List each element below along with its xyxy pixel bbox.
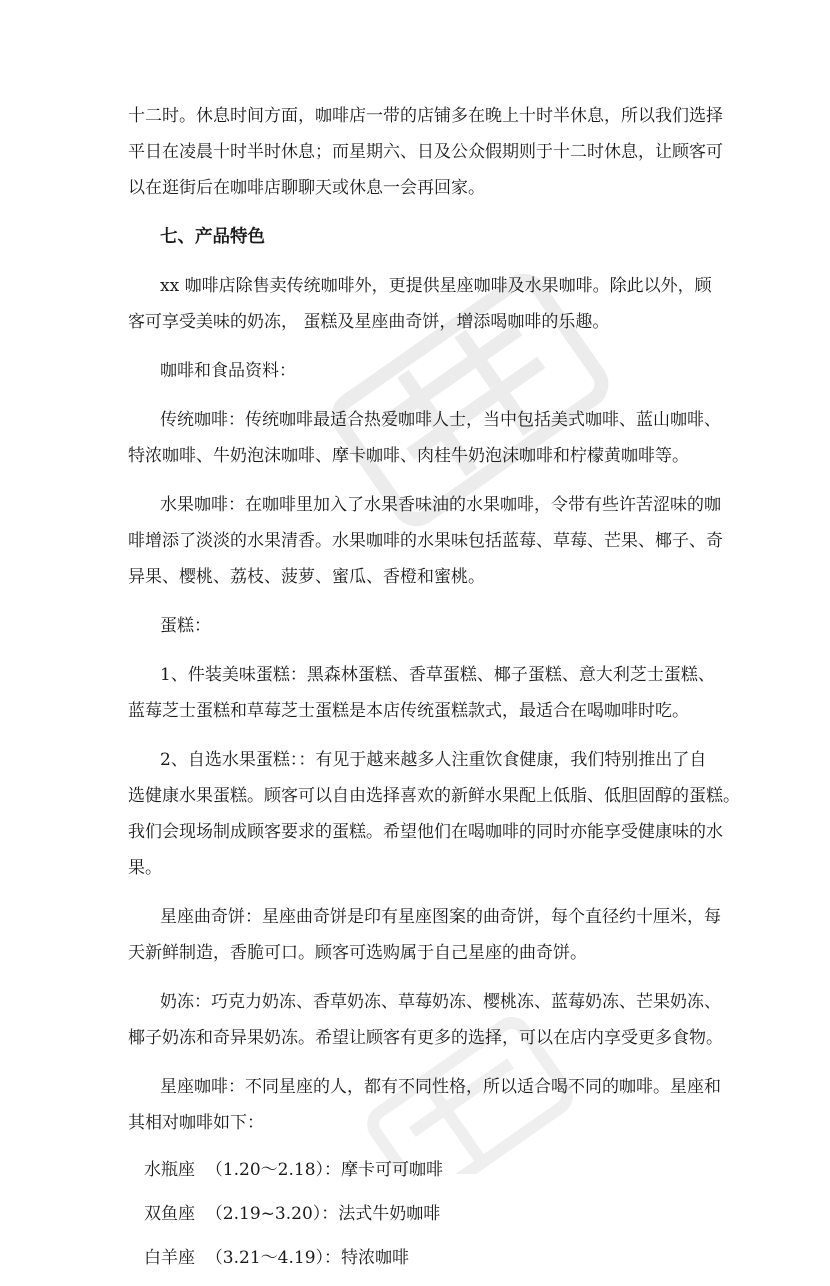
text-line: 蓝莓芝士蛋糕和草莓芝士蛋糕是本店传统蛋糕款式，最适合在喝咖啡时吃。 [128, 701, 689, 721]
paragraph-food-info-label [128, 353, 713, 389]
text-line: xx 咖啡店除售卖传统咖啡外，更提供星座咖啡及水果咖啡。除此以外，顾 [160, 276, 712, 296]
text-line: 以在逛街后在咖啡店聊聊天或休息一会再回家。 [128, 178, 485, 198]
zodiac-item-aries: 白羊座 （3.21～4.19）：特浓咖啡 [144, 1248, 410, 1268]
paragraph-packaged-cake [128, 657, 713, 729]
text-line: 咖啡和食品资料： [160, 361, 296, 381]
text-line: 奶冻：巧克力奶冻、香草奶冻、草莓奶冻、樱桃冻、蓝莓奶冻、芒果奶冻、 [160, 992, 721, 1012]
text-line: 星座咖啡：不同星座的人，都有不同性格，所以适合喝不同的咖啡。星座和 [160, 1077, 721, 1097]
text-line: 天新鲜制造，香脆可口。顾客可选购属于自己星座的曲奇饼。 [128, 943, 587, 963]
text-line: 1、件装美味蛋糕：黑森林蛋糕、香草蛋糕、椰子蛋糕、意大利芝士蛋糕、 [160, 665, 715, 685]
text-line: 星座曲奇饼：星座曲奇饼是印有星座图案的曲奇饼，每个直径约十厘米，每 [160, 907, 721, 927]
paragraph-intro-products [128, 268, 713, 340]
text-line: 特浓咖啡、牛奶泡沫咖啡、摩卡咖啡、肉桂牛奶泡沫咖啡和柠檬黄咖啡等。 [128, 446, 689, 466]
text-line: 啡增添了淡淡的水果清香。水果咖啡的水果味包括蓝莓、草莓、芒果、椰子、奇 [128, 531, 723, 551]
text-line: 异果、樱桃、荔枝、菠萝、蜜瓜、香橙和蜜桃。 [128, 567, 485, 587]
zodiac-item-aquarius: 水瓶座 （1.20～2.18）：摩卡可可咖啡 [144, 1160, 444, 1180]
paragraph-fruit-cake [128, 742, 740, 886]
paragraph-traditional-coffee [128, 402, 721, 474]
text-line: 传统咖啡：传统咖啡最适合热爱咖啡人士，当中包括美式咖啡、蓝山咖啡、 [160, 410, 721, 430]
text-line: 水果咖啡：在咖啡里加入了水果香味油的水果咖啡，令带有些许苦涩味的咖 [160, 495, 721, 515]
paragraph-fruit-coffee [128, 487, 723, 595]
text-line: 选健康水果蛋糕。顾客可以自由选择喜欢的新鲜水果配上低脂、低胆固醇的蛋糕。 [128, 786, 740, 806]
text-line: 我们会现场制成顾客要求的蛋糕。希望他们在喝咖啡的同时亦能享受健康味的水 [128, 822, 723, 842]
section-heading: 七、产品特色 [160, 227, 265, 247]
text-line: 椰子奶冻和奇异果奶冻。希望让顾客有更多的选择，可以在店内享受更多食物。 [128, 1028, 723, 1048]
paragraph-zodiac-coffee [128, 1069, 721, 1141]
text-line: 其相对咖啡如下： [128, 1113, 264, 1133]
zodiac-item-pisces: 双鱼座 （2.19~3.20）：法式牛奶咖啡 [144, 1204, 441, 1224]
paragraph-pudding [128, 984, 723, 1056]
paragraph-zodiac-cookie [128, 899, 721, 971]
text-line: 十二时。休息时间方面，咖啡店一带的店铺多在晚上十时半休息，所以我们选择 [128, 106, 723, 126]
text-line: 2、自选水果蛋糕：：有见于越来越多人注重饮食健康，我们特别推出了自 [160, 750, 707, 770]
paragraph-cake-label [128, 608, 713, 644]
document-body [128, 98, 740, 1286]
text-line: 蛋糕： [160, 616, 211, 636]
text-line: 果。 [128, 858, 162, 878]
text-line: 客可享受美味的奶冻， 蛋糕及星座曲奇饼，增添喝咖啡的乐趣。 [128, 312, 610, 332]
intro-paragraph [128, 98, 723, 206]
text-line: 平日在凌晨十时半时休息；而星期六、日及公众假期则于十二时休息，让顾客可 [128, 142, 723, 162]
